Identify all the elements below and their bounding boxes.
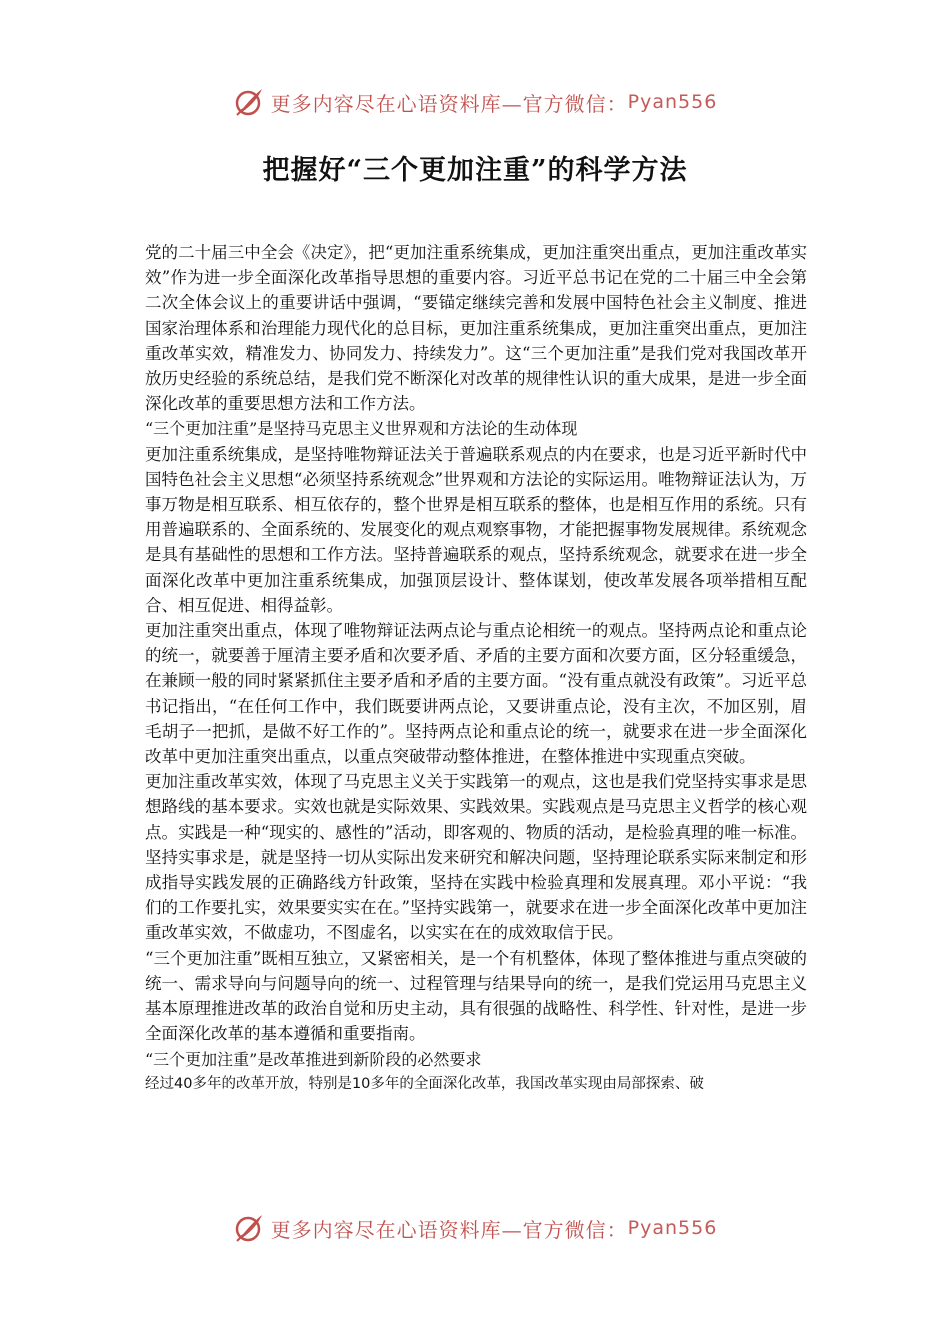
watermark-footer — [0, 1208, 950, 1248]
watermark-text: 更多内容尽在心语资料库—官方微信： — [270, 1217, 628, 1242]
paragraph: 更加注重改革实效，体现了马克思主义关于实践第一的观点，这也是我们党坚持实事求是思想路线的基本要求。实效也就是实际效果、实践效果。实践观点是马克思主义哲学的核心观点。实践是一种“现实的、感性的”活动，即客观的、物质的活动，是检验真理的唯一标准。坚持实事求是，就是坚持一切从实际出发来研究和解决问题，坚持理论联系实际来制定和形成指导实践发展的正确路线方针政策，坚持在实践中检验真理和发展真理。邓小平说：“我们的工作要扎实，效果要实实在在。”坚持实践第一，就要求在进一步全面深化改革中更加注重改革实效，不做虚功，不图虚名，以实实在在的成效取信于民。 — [145, 772, 807, 943]
watermark-text: 更多内容尽在心语资料库—官方微信： — [270, 91, 628, 116]
document-body — [145, 240, 807, 1097]
quill-logo-icon — [233, 86, 265, 118]
watermark-header — [0, 82, 950, 122]
section-heading: “三个更加注重”是坚持马克思主义世界观和方法论的生动体现 — [145, 419, 578, 439]
paragraph: “三个更加注重”既相互独立，又紧密相关，是一个有机整体，体现了整体推进与重点突破的统一、需求导向与问题导向的统一、过程管理与结果导向的统一，是我们党运用马克思主义基本原理推进改革的政治自觉和历史主动，具有很强的战略性、科学性、针对性，是进一步全面深化改革的基本遵循和重要指南。 — [145, 948, 807, 1044]
paragraph: 党的二十届三中全会《决定》，把“更加注重系统集成，更加注重突出重点，更加注重改革实效”作为进一步全面深化改革指导思想的重要内容。习近平总书记在党的二十届三中全会第二次全体会议上的重要讲话中强调，“要锚定继续完善和发展中国特色社会主义制度、推进国家治理体系和治理能力现代化的总目标，更加注重系统集成，更加注重突出重点，更加注重改革实效，精准发力、协同发力、持续发力”。这“三个更加注重”是我们党对我国改革开放历史经验的系统总结，是我们党不断深化对改革的规律性认识的重大成果，是进一步全面深化改革的重要思想方法和工作方法。 — [145, 243, 807, 414]
paragraph: 更加注重突出重点，体现了唯物辩证法两点论与重点论相统一的观点。坚持两点论和重点论的统一，就要善于厘清主要矛盾和次要矛盾、矛盾的主要方面和次要方面，区分轻重缓急，在兼顾一般的同时紧紧抓住主要矛盾和矛盾的主要方面。“没有重点就没有政策”。习近平总书记指出，“在任何工作中，我们既要讲两点论，又要讲重点论，没有主次，不加区别，眉毛胡子一把抓，是做不好工作的”。坚持两点论和重点论的统一，就要求在进一步全面深化改革中更加注重突出重点，以重点突破带动整体推进，在整体推进中实现重点突破。 — [145, 621, 807, 767]
section-heading: “三个更加注重”是改革推进到新阶段的必然要求 — [145, 1049, 482, 1069]
paragraph: 更加注重系统集成，是坚持唯物辩证法关于普遍联系观点的内在要求，也是习近平新时代中国特色社会主义思想“必须坚持系统观念”世界观和方法论的实际运用。唯物辩证法认为，万事万物是相互联系、相互依存的，整个世界是相互联系的整体，也是相互作用的系统。只有用普遍联系的、全面系统的、发展变化的观点观察事物，才能把握事物发展规律。系统观念是具有基础性的思想和工作方法。坚持普遍联系的观点，坚持系统观念，就要求在进一步全面深化改革中更加注重系统集成，加强顶层设计、整体谋划，使改革发展各项举措相互配合、相互促进、相得益彰。 — [145, 444, 807, 615]
document-title: 把握好“三个更加注重”的科学方法 — [262, 155, 688, 186]
quill-logo-icon — [233, 1212, 265, 1244]
watermark-wechat-id: Pyan556 — [627, 1217, 718, 1239]
paragraph: 经过40多年的改革开放，特别是10多年的全面深化改革，我国改革实现由局部探索、破 — [145, 1075, 704, 1092]
watermark-wechat-id: Pyan556 — [627, 91, 718, 113]
